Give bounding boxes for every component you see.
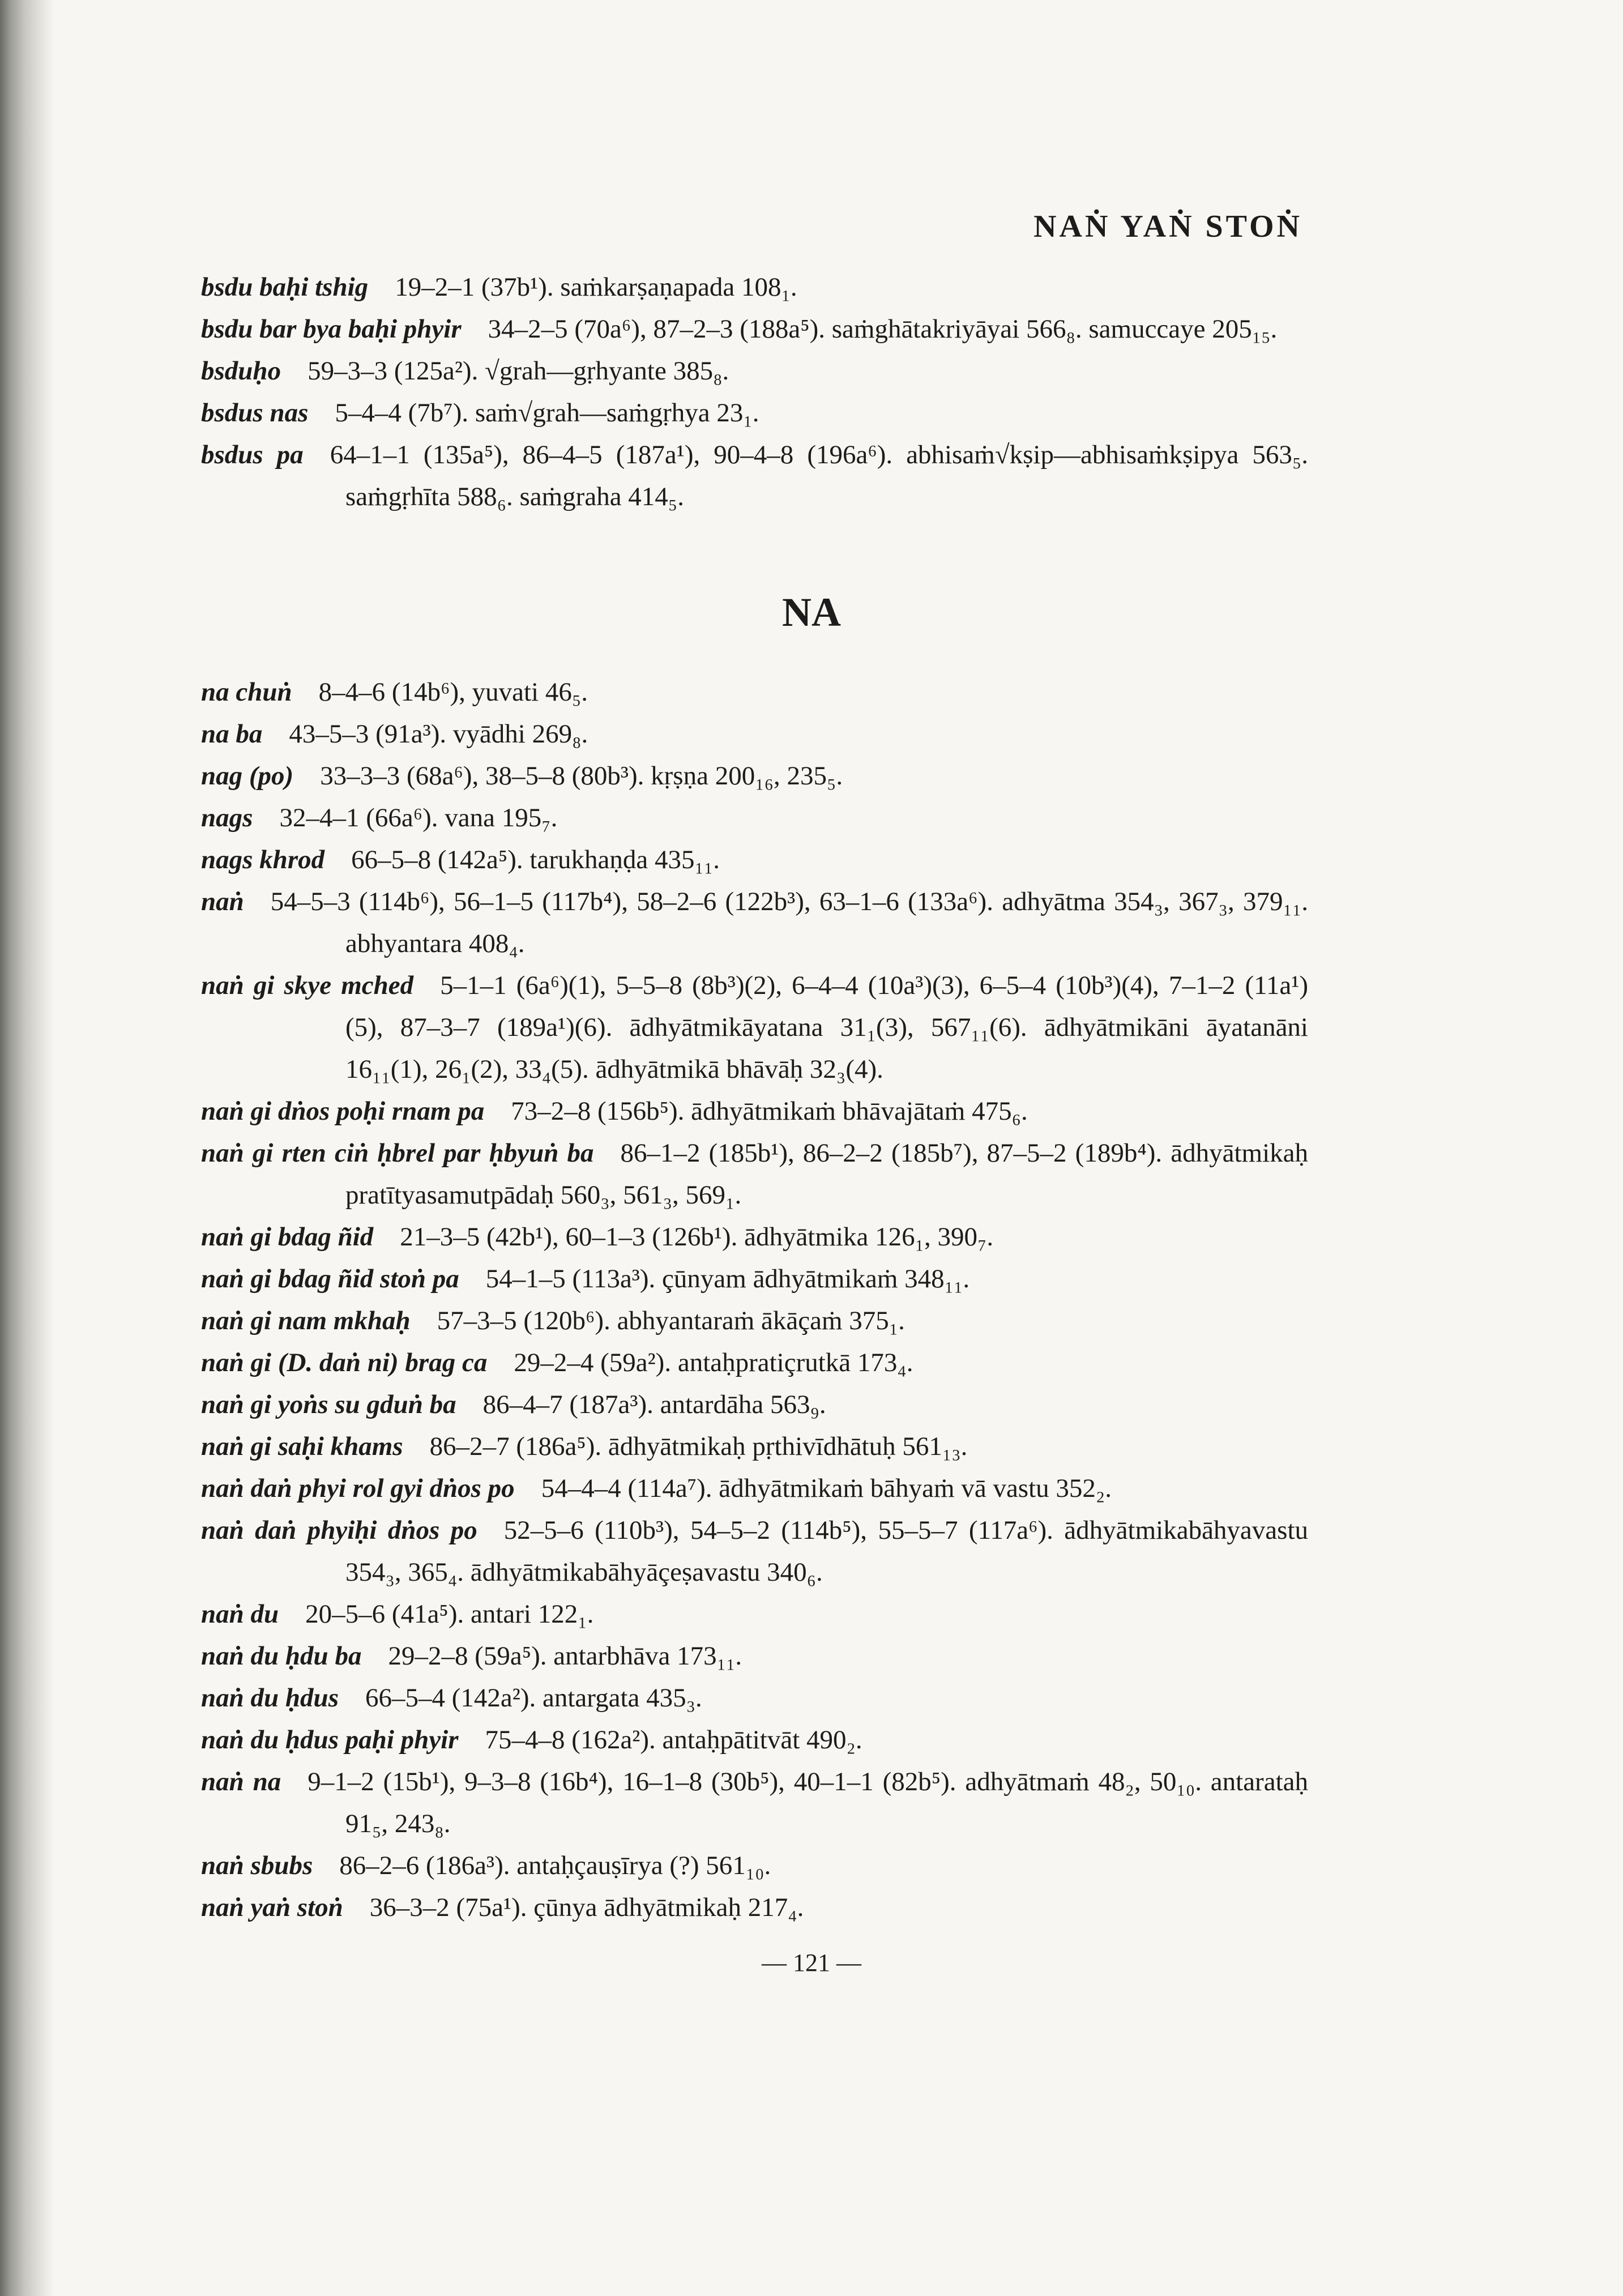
dictionary-entry — [201, 1887, 1308, 1928]
section-heading: NA — [782, 590, 841, 635]
entry-gloss: 20–5–6 (41a⁵). antari 122₁. — [305, 1599, 594, 1629]
entry-headword: bsdus pa — [201, 440, 304, 470]
dictionary-entry — [201, 1761, 1308, 1845]
entry-headword: bsduḥo — [201, 356, 281, 386]
entry-gloss: 21–3–5 (42b¹), 60–1–3 (126b¹). ādhyātmika 126₁, 390₇. — [400, 1222, 994, 1252]
entry-gloss: 54–4–4 (114a⁷). ādhyātmikaṁ bāhyaṁ vā vastu 352₂. — [541, 1474, 1112, 1503]
entry-gloss: 64–1–1 (135a⁵), 86–4–5 (187a¹), 90–4–8 (196a⁶). abhisaṁ√kṣip—abhisaṁkṣipya 563₅. saṁgṛhīta 588₆. saṁgraha 414₅. — [330, 440, 1308, 511]
entry-headword: naṅ gi bdag ñid — [201, 1222, 374, 1252]
running-head: NAṄ YAṄ STOṄ — [1033, 209, 1302, 244]
dictionary-entry — [201, 1635, 1308, 1677]
entry-headword: naṅ gi (D. daṅ ni) brag ca — [201, 1348, 488, 1377]
dictionary-entry — [201, 1090, 1308, 1132]
entry-headword: naṅ gi dṅos poḥi rnam pa — [201, 1096, 485, 1126]
dictionary-entry — [201, 1342, 1308, 1384]
dictionary-entry — [201, 671, 1308, 713]
entries-continued — [201, 266, 1308, 518]
entry-gloss: 36–3–2 (75a¹). çūnya ādhyātmikaḥ 217₄. — [369, 1893, 804, 1922]
entry-headword: naṅ gi rten ciṅ ḥbrel par ḥbyuṅ ba — [201, 1138, 594, 1168]
entry-gloss: 29–2–8 (59a⁵). antarbhāva 173₁₁. — [388, 1641, 742, 1671]
dictionary-entry — [201, 434, 1308, 518]
entry-headword: nags khrod — [201, 845, 325, 874]
entry-gloss: 57–3–5 (120b⁶). abhyantaraṁ ākāçaṁ 375₁. — [437, 1306, 905, 1335]
entry-gloss: 29–2–4 (59a²). antaḥpratiçrutkā 173₄. — [514, 1348, 913, 1377]
entry-gloss: 34–2–5 (70a⁶), 87–2–3 (188a⁵). saṁghātakriyāyai 566₈. samuccaye 205₁₅. — [488, 314, 1278, 344]
dictionary-entry — [201, 1845, 1308, 1887]
entry-gloss: 75–4–8 (162a²). antaḥpātitvāt 490₂. — [485, 1725, 862, 1755]
entry-headword: naṅ du ḥdus paḥi phyir — [201, 1725, 459, 1755]
entry-headword: naṅ gi nam mkhaḥ — [201, 1306, 411, 1335]
entry-gloss: 66–5–8 (142a⁵). tarukhaṇḍa 435₁₁. — [351, 845, 720, 874]
entry-headword: bsdus nas — [201, 398, 309, 428]
dictionary-entry — [201, 392, 1308, 434]
entry-gloss: 33–3–3 (68a⁶), 38–5–8 (80b³). kṛṣṇa 200₁₆, 235₅. — [320, 761, 843, 791]
entry-headword: naṅ du — [201, 1599, 279, 1629]
entry-headword: naṅ na — [201, 1767, 281, 1796]
entry-gloss: 19–2–1 (37b¹). saṁkarṣaṇapada 108₁. — [395, 272, 797, 302]
dictionary-entry — [201, 266, 1308, 308]
entry-headword: naṅ gi skye mched — [201, 971, 414, 1000]
entry-gloss: 73–2–8 (156b⁵). ādhyātmikaṁ bhāvajātaṁ 475₆. — [511, 1096, 1028, 1126]
entry-headword: naṅ daṅ phyiḥi dṅos po — [201, 1516, 477, 1545]
dictionary-entry — [201, 1426, 1308, 1467]
dictionary-entry — [201, 965, 1308, 1090]
dictionary-entry — [201, 1300, 1308, 1342]
entry-headword: naṅ — [201, 887, 244, 916]
entry-gloss: 59–3–3 (125a²). √grah—gṛhyante 385₈. — [307, 356, 729, 386]
entry-headword: naṅ sbubs — [201, 1851, 313, 1880]
entry-gloss: 43–5–3 (91a³). vyādhi 269₈. — [289, 719, 588, 749]
entry-headword: naṅ yaṅ stoṅ — [201, 1893, 343, 1922]
entry-headword: nags — [201, 803, 253, 833]
entry-gloss: 86–2–7 (186a⁵). ādhyātmikaḥ pṛthivīdhātuḥ 561₁₃. — [429, 1432, 968, 1461]
entries-na-section — [201, 671, 1308, 1928]
dictionary-entry — [201, 1677, 1308, 1719]
entry-headword: na ba — [201, 719, 263, 749]
entry-gloss: 5–4–4 (7b⁷). saṁ√grah—saṁgṛhya 23₁. — [335, 398, 759, 428]
entry-gloss: 86–4–7 (187a³). antardāha 563₉. — [482, 1390, 826, 1419]
entry-gloss: 66–5–4 (142a²). antargata 435₃. — [365, 1683, 702, 1713]
dictionary-entry — [201, 1719, 1308, 1761]
entry-gloss: 86–2–6 (186a³). antaḥçauṣīrya (?) 561₁₀. — [339, 1851, 771, 1880]
entry-gloss: 54–5–3 (114b⁶), 56–1–5 (117b⁴), 58–2–6 (122b³), 63–1–6 (133a⁶). adhyātma 354₃, 367₃, 379₁₁. abhyantara 408₄. — [270, 887, 1308, 958]
dictionary-entry — [201, 1384, 1308, 1426]
dictionary-entry — [201, 1258, 1308, 1300]
entry-gloss: 54–1–5 (113a³). çūnyam ādhyātmikaṁ 348₁₁. — [485, 1264, 970, 1294]
entry-gloss: 5–1–1 (6a⁶)(1), 5–5–8 (8b³)(2), 6–4–4 (10a³)(3), 6–5–4 (10b³)(4), 7–1–2 (11a¹)(5), 87–3–7 (189a¹)(6). ādhyātmikāyatana 31₁(3), 567₁₁(6). ādhyātmikāni āyatanāni 16₁₁(1), 26₁(2), 33₄(5). ādhyātmikā bhāvāḥ 32₃(4). — [345, 971, 1308, 1084]
dictionary-entry — [201, 755, 1308, 797]
entry-headword: naṅ gi yoṅs su gduṅ ba — [201, 1390, 456, 1419]
entry-headword: naṅ du ḥdu ba — [201, 1641, 362, 1671]
dictionary-entry — [201, 839, 1308, 881]
dictionary-entry — [201, 797, 1308, 839]
dictionary-entry — [201, 1132, 1308, 1216]
dictionary-entry — [201, 1216, 1308, 1258]
entry-gloss: 52–5–6 (110b³), 54–5–2 (114b⁵), 55–5–7 (117a⁶). ādhyātmikabāhyavastu 354₃, 365₄. ādhyātmikabāhyāçeṣavastu 340₆. — [345, 1516, 1308, 1587]
dictionary-entry — [201, 1593, 1308, 1635]
entry-headword: naṅ gi saḥi khams — [201, 1432, 403, 1461]
entry-gloss: 86–1–2 (185b¹), 86–2–2 (185b⁷), 87–5–2 (189b⁴). ādhyātmikaḥ pratītyasamutpādaḥ 560₃, 561₃, 569₁. — [345, 1138, 1308, 1210]
entry-headword: naṅ du ḥdus — [201, 1683, 339, 1713]
dictionary-entry — [201, 308, 1308, 350]
entry-headword: bsdu bar bya baḥi phyir — [201, 314, 462, 344]
entry-headword: bsdu baḥi tshig — [201, 272, 369, 302]
dictionary-entry — [201, 713, 1308, 755]
dictionary-entry — [201, 350, 1308, 392]
entry-headword: naṅ daṅ phyi rol gyi dṅos po — [201, 1474, 515, 1503]
entry-gloss: 32–4–1 (66a⁶). vana 195₇. — [279, 803, 558, 833]
entry-gloss: 8–4–6 (14b⁶), yuvati 46₅. — [318, 677, 588, 707]
entry-headword: na chuṅ — [201, 677, 292, 707]
dictionary-entry — [201, 881, 1308, 965]
entry-headword: nag (po) — [201, 761, 294, 791]
dictionary-entry — [201, 1509, 1308, 1593]
entry-gloss: 9–1–2 (15b¹), 9–3–8 (16b⁴), 16–1–8 (30b⁵), 40–1–1 (82b⁵). adhyātmaṁ 48₂, 50₁₀. antarataḥ 91₅, 243₈. — [307, 1767, 1308, 1838]
dictionary-entry — [201, 1467, 1308, 1509]
entry-headword: naṅ gi bdag ñid stoṅ pa — [201, 1264, 459, 1294]
page-number: — 121 — — [762, 1949, 861, 1977]
